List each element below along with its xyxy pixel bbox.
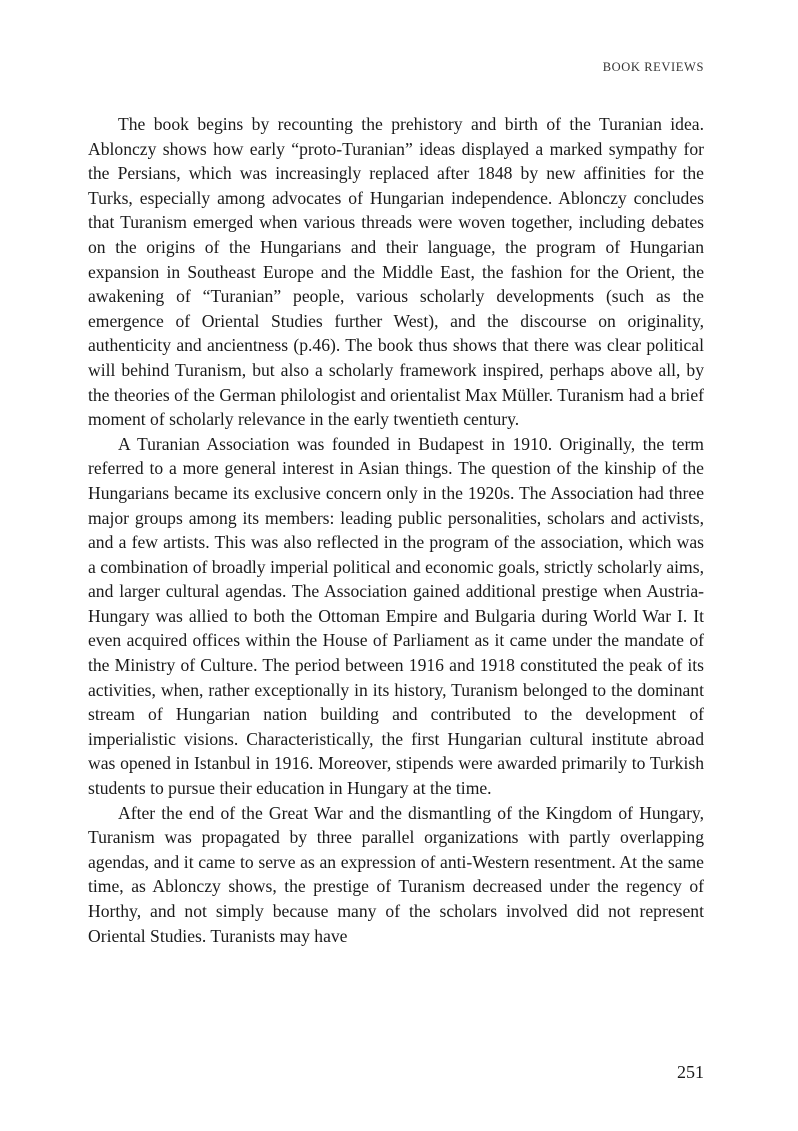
article-body [88,112,704,948]
body-paragraph: The book begins by recounting the prehistory and birth of the Turanian idea. Ablonczy shows how early “proto-Turanian” ideas displayed a marked sympathy for the Persians, which was increasingly replaced after 1848 by new affinities for the Turks, especially among advocates of Hungarian independence. Ablonczy concludes that Turanism emerged when various threads were woven together, including debates on the origins of the Hungarians and their language, the program of Hungarian expansion in Southeast Europe and the Middle East, the fashion for the Orient, the awakening of “Turanian” people, various scholarly developments (such as the emergence of Oriental Studies further West), and the discourse on originality, authenticity and ancientness (p.46). The book thus shows that there was clear political will behind Turanism, but also a scholarly framework inspired, perhaps above all, by the theories of the German philologist and orientalist Max Müller. Turanism had a brief moment of scholarly relevance in the early twentieth century. [88,114,704,430]
page-number: 251 [677,1062,704,1082]
body-paragraph: A Turanian Association was founded in Budapest in 1910. Originally, the term referred to a more general interest in Asian things. The question of the kinship of the Hungarians became its exclusive concern only in the 1920s. The Association had three major groups among its members: leading public personalities, scholars and activists, and a few artists. This was also reflected in the program of the association, which was a combination of broadly imperial political and economic goals, strictly scholarly aims, and larger cultural agendas. The Association gained additional prestige when Austria-Hungary was allied to both the Ottoman Empire and Bulgaria during World War I. It even acquired offices within the House of Parliament as it came under the mandate of the Ministry of Culture. The period between 1916 and 1918 constituted the peak of its activities, when, rather exceptionally in its history, Turanism belonged to the dominant stream of Hungarian nation building and contributed to the development of imperialistic visions. Characteristically, the first Hungarian cultural institute abroad was opened in Istanbul in 1916. Moreover, stipends were awarded primarily to Turkish students to pursue their education in Hungary at the time. [88,433,704,799]
running-header: BOOK REVIEWS [602,60,704,74]
body-paragraph: After the end of the Great War and the dismantling of the Kingdom of Hungary, Turanism was propagated by three parallel organizations with partly overlapping agendas, and it came to serve as an expression of anti-Western resentment. At the same time, as Ablonczy shows, the prestige of Turanism decreased under the regency of Horthy, and not simply because many of the scholars involved did not represent Oriental Studies. Turanists may have [88,802,704,946]
